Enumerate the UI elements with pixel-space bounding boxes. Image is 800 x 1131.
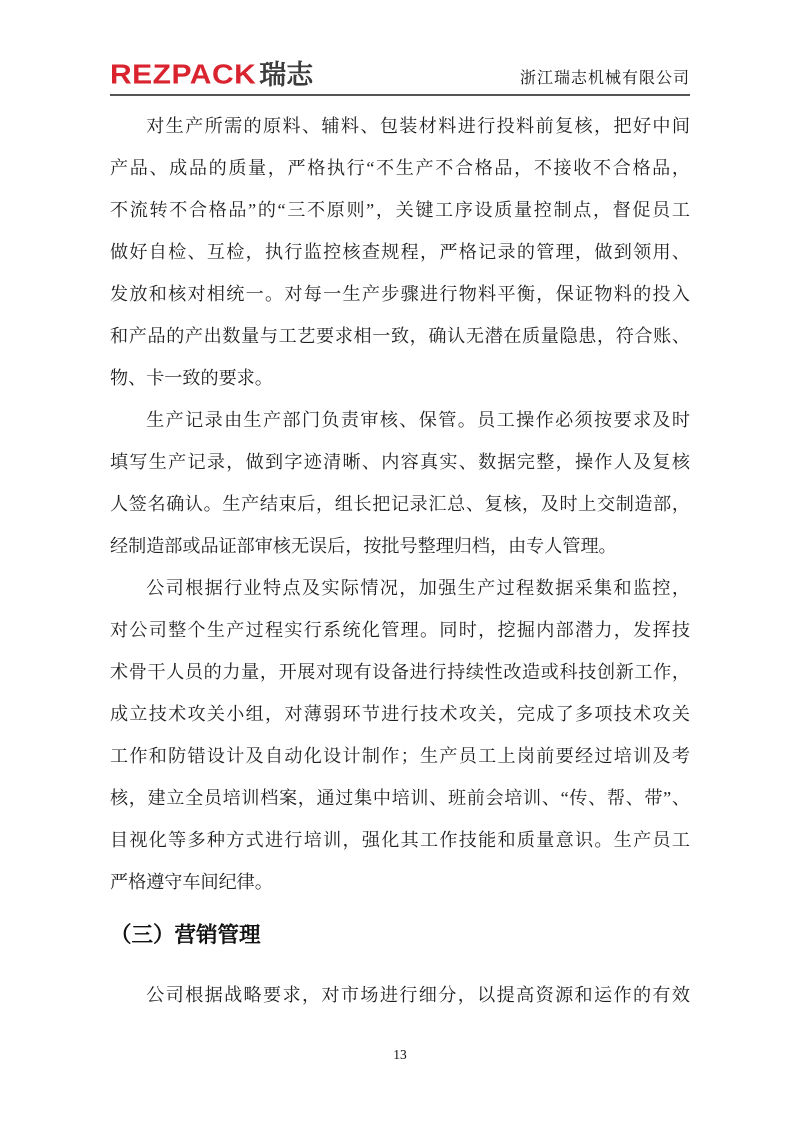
- paragraph-production-records: [110, 399, 690, 567]
- company-name: 浙江瑞志机械有限公司: [519, 70, 690, 87]
- text-line: 人签名确认。生产结束后，组长把记录汇总、复核，及时上交制造部，: [110, 494, 690, 514]
- text-line: 发放和核对相统一。对每一生产步骤进行物料平衡，保证物料的投入: [110, 284, 690, 304]
- paragraph-production-check: [110, 105, 690, 399]
- text-line: 不流转不合格品”的“三不原则”，关键工序设质量控制点，督促员工: [110, 200, 690, 220]
- text-line: 经制造部或品证部审核无误后，按批号整理归档，由专人管理。: [110, 536, 617, 556]
- document-body: [110, 105, 690, 1016]
- text-line: 目视化等多种方式进行培训，强化其工作技能和质量意识。生产员工: [110, 830, 690, 850]
- text-line: 填写生产记录，做到字迹清晰、内容真实、数据完整，操作人及复核: [110, 452, 690, 472]
- text-line: 成立技术攻关小组，对薄弱环节进行技术攻关，完成了多项技术攻关: [110, 704, 690, 724]
- page-header: [110, 0, 690, 94]
- page-number: 13: [393, 1047, 407, 1062]
- text-line: 公司根据行业特点及实际情况，加强生产过程数据采集和监控，: [146, 578, 690, 598]
- logo-chinese-name: 瑞志: [259, 60, 314, 90]
- text-line: 对生产所需的原料、辅料、包装材料进行投料前复核，把好中间: [146, 116, 690, 136]
- text-line: 对公司整个生产过程实行系统化管理。同时，挖掘内部潜力，发挥技: [110, 620, 690, 640]
- text-line: 工作和防错设计及自动化设计制作；生产员工上岗前要经过培训及考: [110, 746, 690, 766]
- text-line: 产品、成品的质量，严格执行“不生产不合格品，不接收不合格品，: [110, 158, 690, 178]
- section-heading: （三）营销管理: [110, 923, 261, 947]
- logo-wordmark: REZPACK: [110, 59, 257, 90]
- text-line: 生产记录由生产部门负责审核、保管。员工操作必须按要求及时: [146, 410, 690, 430]
- header-divider: [110, 94, 690, 96]
- text-line: 做好自检、互检，执行监控核查规程，严格记录的管理，做到领用、: [110, 242, 690, 262]
- paragraph-process-management: [110, 567, 690, 903]
- text-line: 和产品的产出数量与工艺要求相一致，确认无潜在质量隐患，符合账、: [110, 326, 690, 346]
- text-line: 核，建立全员培训档案，通过集中培训、班前会培训、“传、帮、带”、: [110, 788, 690, 808]
- text-line: 物、卡一致的要求。: [110, 368, 273, 388]
- text-line: 术骨干人员的力量，开展对现有设备进行持续性改造或科技创新工作，: [110, 662, 690, 682]
- paragraph-marketing-intro: [110, 974, 690, 1016]
- text-line: 公司根据战略要求，对市场进行细分，以提高资源和运作的有效: [146, 985, 690, 1005]
- page-footer: [0, 1046, 800, 1064]
- company-logo: [110, 59, 313, 94]
- text-line: 严格遵守车间纪律。: [110, 872, 273, 892]
